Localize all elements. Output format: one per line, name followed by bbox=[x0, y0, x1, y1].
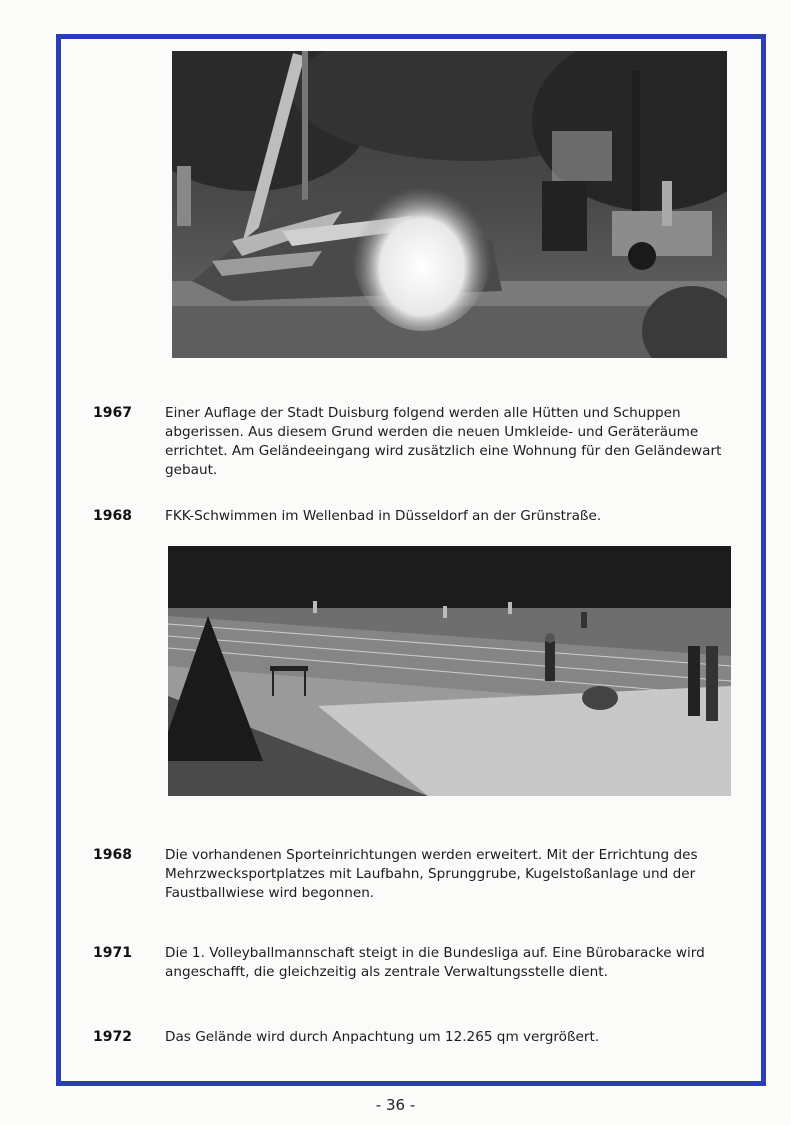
entry-year: 1967 bbox=[93, 405, 132, 421]
entry-year: 1972 bbox=[93, 1029, 132, 1045]
entry-text: FKK-Schwimmen im Wellenbad in Düsseldorf an der Grünstraße. bbox=[165, 508, 602, 524]
chronicle-entry bbox=[93, 1028, 733, 1047]
entry-text: Einer Auflage der Stadt Duisburg folgend werden alle Hütten und Schuppen abgerissen. Aus diesem Grund werden die neuen Umkleide- und Geräteräume errichtet. Am Geländeeingang wird zusätzlich eine Wohnung für den Geländewart gebaut. bbox=[165, 405, 722, 478]
page-number: - 36 - bbox=[375, 1096, 416, 1114]
chronicle-entry bbox=[93, 944, 733, 982]
photo-hut-demolition bbox=[172, 51, 727, 358]
entry-year: 1971 bbox=[93, 945, 132, 961]
chronicle-entry bbox=[93, 507, 733, 526]
entry-year: 1968 bbox=[93, 847, 132, 863]
entry-text: Die 1. Volleyballmannschaft steigt in die Bundesliga auf. Eine Bürobaracke wird angeschafft, die gleichzeitig als zentrale Verwaltungsstelle dient. bbox=[165, 945, 705, 980]
entry-text: Das Gelände wird durch Anpachtung um 12.265 qm vergrößert. bbox=[165, 1029, 600, 1045]
entry-year: 1968 bbox=[93, 508, 132, 524]
photo-sports-field bbox=[168, 546, 731, 796]
chronicle-entry bbox=[93, 846, 733, 903]
chronicle-entry bbox=[93, 404, 733, 480]
entry-text: Die vorhandenen Sporteinrichtungen werden erweitert. Mit der Errichtung des Mehrzwecksportplatzes mit Laufbahn, Sprunggrube, Kugelstoßanlage und der Faustballwiese wird begonnen. bbox=[165, 847, 698, 901]
